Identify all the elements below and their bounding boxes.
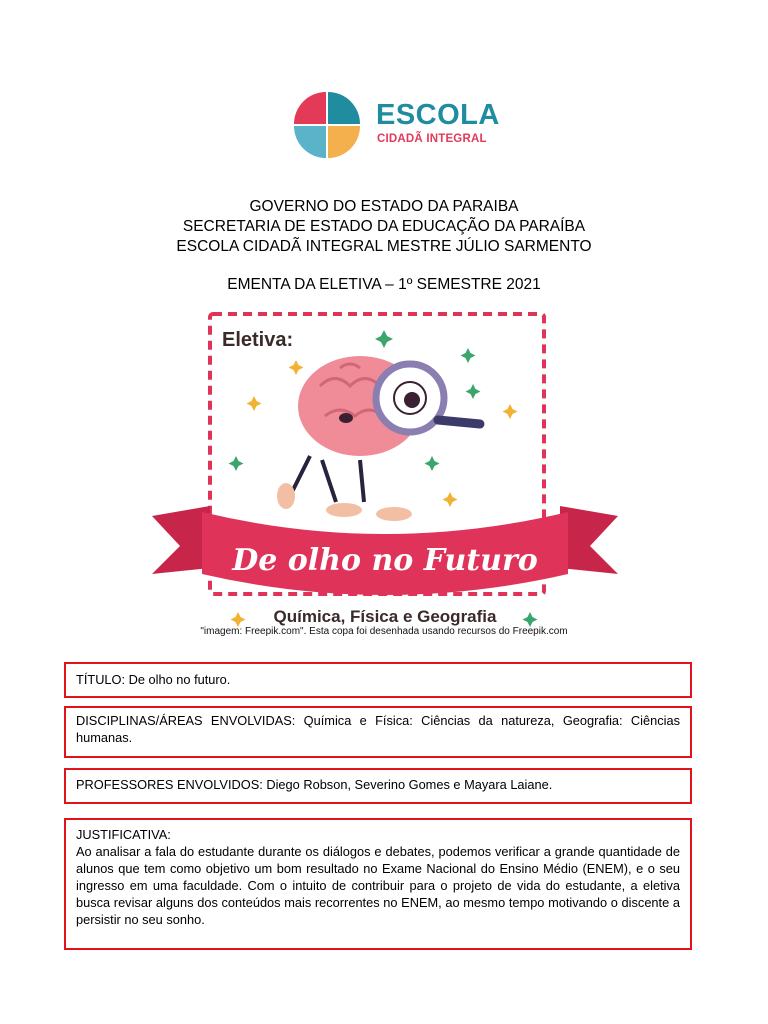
school-logo-icon [288, 90, 366, 160]
justificativa-label: JUSTIFICATIVA: [76, 827, 171, 842]
header-school: ESCOLA CIDADÃ INTEGRAL MESTRE JÚLIO SARMENTO [176, 238, 592, 255]
professores-box: PROFESSORES ENVOLVIDOS: Diego Robson, Severino Gomes e Mayara Laiane. [64, 768, 692, 804]
header-government: GOVERNO DO ESTADO DA PARAIBA [249, 198, 519, 215]
titulo-box: TÍTULO: De olho no futuro. [64, 662, 692, 698]
justificativa-text: Ao analisar a fala do estudante durante os diálogos e debates, podemos verificar a grande quantidade de alunos que tem como objetivo um bom resultado no Exame Nacional do Ensino Médio (ENEM), e o seu ingresso em uma faculdade. Com o intuito de contribuir para o projeto de vida do estudante, a eletiva busca revisar alguns dos conteúdos mais recorrentes no ENEM, ao mesmo tempo motivando o discente a persistir no seu sonho. [76, 844, 680, 927]
document-header [0, 197, 768, 257]
disciplinas-box: DISCIPLINAS/ÁREAS ENVOLVIDAS: Química e Física: Ciências da natureza, Geografia: Ciências humanas. [64, 706, 692, 758]
subjects-label: Química, Física e Geografia [273, 607, 497, 626]
banner-title: De olho no Futuro [232, 543, 538, 578]
elective-cover-illustration [150, 306, 620, 636]
header-secretariat: SECRETARIA DE ESTADO DA EDUCAÇÃO DA PARAÍBA [182, 218, 586, 235]
logo-brand: ESCOLA [376, 99, 500, 131]
ementa-title: EMENTA DA ELETIVA – 1º SEMESTRE 2021 [227, 276, 541, 293]
justificativa-box [64, 818, 692, 950]
eletiva-tag: Eletiva: [222, 329, 294, 351]
school-logo [288, 90, 500, 160]
logo-subtitle: CIDADÃ INTEGRAL [377, 133, 487, 145]
image-credit: "imagem: Freepik.com". Esta copa foi desenhada usando recursos do Freepik.com [200, 626, 568, 637]
